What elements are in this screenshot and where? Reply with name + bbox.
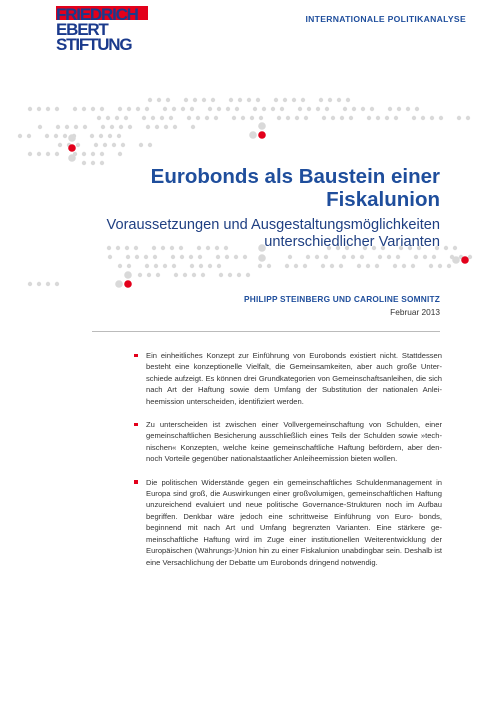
decorative-dot [172,107,176,111]
decorative-dot [119,125,123,129]
decorative-dot [148,143,152,147]
decorative-dot [144,255,148,259]
decorative-dot [108,134,112,138]
bullet-icon [134,423,138,427]
decorative-dot [376,116,380,120]
decorative-dot [126,255,130,259]
decorative-dot [193,98,197,102]
decorative-dot [145,264,149,268]
decorative-dot [217,264,221,268]
decorative-dot [402,264,406,268]
decorative-dot [171,255,175,259]
decorative-dot [115,280,123,288]
decorative-dot [73,107,77,111]
decorative-dot [217,107,221,111]
decorative-dot [307,107,311,111]
decorative-dot [274,98,278,102]
decorative-dot [396,255,400,259]
decorative-dot [330,264,334,268]
decorative-dot [343,107,347,111]
decorative-dot [127,107,131,111]
decorative-dot [423,255,427,259]
decorative-dot [68,134,76,142]
decorative-dot [438,264,442,268]
decorative-dot [246,273,250,277]
decorative-dot [253,107,257,111]
decorative-dot [432,255,436,259]
decorative-dot [267,264,271,268]
decorative-dot [342,255,346,259]
decorative-dot [91,107,95,111]
decorative-dot [164,125,168,129]
decorative-dot [412,116,416,120]
decorative-dot [83,125,87,129]
decorative-dot [190,264,194,268]
decorative-dot [37,107,41,111]
decorative-dot [54,134,58,138]
decorative-dot [74,125,78,129]
decorative-dot [461,256,469,264]
decorative-dot [349,116,353,120]
decorative-dot [414,255,418,259]
decorative-dot [303,264,307,268]
title-line-2: Fiskalunion [326,188,440,211]
decorative-dot [411,264,415,268]
decorative-dot [55,282,59,286]
decorative-dot [247,98,251,102]
decorative-dot [211,98,215,102]
decorative-dot [262,107,266,111]
summary-list [146,350,442,580]
decorative-dot [100,107,104,111]
decorative-dot [127,264,131,268]
decorative-dot [181,107,185,111]
decorative-dot [294,264,298,268]
decorative-dot [192,273,196,277]
decorative-dot [46,282,50,286]
decorative-dot [219,273,223,277]
decorative-dot [157,98,161,102]
decorative-dot [453,246,457,250]
decorative-dot [361,107,365,111]
subtitle-line-2: unterschiedlicher Varianten [264,234,440,250]
decorative-dot [63,134,67,138]
decorative-dot [163,264,167,268]
decorative-dot [271,107,275,111]
decorative-dot [99,134,103,138]
decorative-dot [306,255,310,259]
decorative-dot [301,98,305,102]
decorative-dot [139,143,143,147]
decorative-dot [346,98,350,102]
decorative-dot [415,107,419,111]
decorative-dot [37,152,41,156]
decorative-dot [90,134,94,138]
decorative-dot [121,143,125,147]
decorative-dot [238,98,242,102]
decorative-dot [189,255,193,259]
summary-item: Die politischen Widerstände gegen ein gemeinschaftliches Schuldenmanagement in Europa sind groß, die Auswirkungen einer großvolumigen, gemeinschaftlichen Haftung unzureichend evaluiert und neue politische Governance-Strukturen noch im Aufbau begriffen. Denkbar wäre jedoch eine schrittweise Einführung von Euro- bonds, beginnend mit nach Art und Umfang begrenzten Varianten. Eine stärkere ge- meinschaftliche Haftung wird im Zuge einer institutionellen Weiterentwicklung der Europäischen (Währungs-)Union hin zu einer Fiskalunion unabdingbar sein. Deshalb ist eine Versachlichung der Debatte um Eurobonds dringend notwendig. [146,477,442,568]
decorative-dot [180,255,184,259]
decorative-dot [367,116,371,120]
decorative-dot [394,116,398,120]
decorative-dot [124,280,132,288]
decorative-dot [378,255,382,259]
decorative-dot [68,154,76,162]
bullet-icon [134,480,138,484]
decorative-dot [340,116,344,120]
decorative-dot [108,255,112,259]
decorative-dot [280,107,284,111]
decorative-dot [198,255,202,259]
decorative-dot [322,116,326,120]
decorative-dot [256,98,260,102]
decorative-dot [208,264,212,268]
decorative-dot [27,134,31,138]
decorative-dot [205,116,209,120]
document-title [60,165,440,211]
decorative-dot [393,264,397,268]
decorative-dot [169,116,173,120]
decorative-dot [337,98,341,102]
decorative-dot [352,107,356,111]
decorative-dot [103,143,107,147]
decorative-dot [117,134,121,138]
decorative-dot [115,116,119,120]
decorative-dot [357,264,361,268]
decorative-dot [351,255,355,259]
decorative-dot [214,116,218,120]
decorative-dot [339,264,343,268]
decorative-dot [421,116,425,120]
decorative-dot [142,116,146,120]
decorative-dot [196,116,200,120]
decorative-dot [366,264,370,268]
decorative-dot [118,152,122,156]
decorative-dot [226,107,230,111]
logo-line-2: EBERT [56,20,108,39]
decorative-dot [229,98,233,102]
decorative-dot [452,256,460,264]
decorative-dot [235,107,239,111]
decorative-dot [324,255,328,259]
decorative-dot [259,116,263,120]
decorative-dot [55,107,59,111]
decorative-dot [153,255,157,259]
decorative-dot [76,143,80,147]
decorative-dot [124,271,132,279]
decorative-dot [156,273,160,277]
decorative-dot [429,264,433,268]
decorative-dot [112,143,116,147]
decorative-dot [202,98,206,102]
decorative-dot [174,273,178,277]
decorative-dot [444,246,448,250]
decorative-dot [241,116,245,120]
decorative-dot [243,255,247,259]
decorative-dot [18,134,22,138]
decorative-dot [439,116,443,120]
decorative-dot [128,125,132,129]
decorative-dot [187,116,191,120]
decorative-dot [191,125,195,129]
decorative-dot [304,116,308,120]
decorative-dot [285,264,289,268]
title-line-1: Eurobonds als Baustein einer [150,165,440,188]
decorative-dot [91,152,95,156]
decorative-dot [110,125,114,129]
decorative-dot [216,255,220,259]
decorative-dot [28,152,32,156]
decorative-dot [316,107,320,111]
decorative-dot [370,107,374,111]
decorative-dot [406,107,410,111]
decorative-dot [82,152,86,156]
series-label: INTERNATIONALE POLITIKANALYSE [305,14,466,24]
decorative-dot [145,107,149,111]
decorative-dot [172,264,176,268]
decorative-dot [173,125,177,129]
decorative-dot [430,116,434,120]
decorative-dot [147,273,151,277]
decorative-dot [82,107,86,111]
summary-item: Zu unterscheiden ist zwischen einer Vollvergemeinschaftung von Schulden, einer gemeinschaftlichen Besicherung ausschließlich eines Teils der Schulden sowie »tech- nischen« Konzepten, welche keine gemeinschaftliche Haftung befördern, aber den- noch Vorteile gegenüber nationalstaatlicher Anleiheemission bieten wollen. [146,419,442,465]
logo-line-3: STIFTUNG [56,35,132,54]
decorative-dot [295,116,299,120]
decorative-dot [237,273,241,277]
decorative-dot [225,255,229,259]
decorative-dot [258,264,262,268]
decorative-dot [375,264,379,268]
decorative-dot [234,255,238,259]
summary-item: Ein einheitliches Konzept zur Einführung von Eurobonds existiert nicht. Stattdessen besteht eine konzeptionelle Vielfalt, die Gemeinsamkeiten, aber auch große Unter- schiede aufzeigt. Es können drei Grundkategorien von Gemeinschaftsanleihen, die sich nach Art der Haftung sowie dem Umfang der Substitution der nationalen Anlei- heemission unterscheiden, identifiziert werden. [146,350,442,407]
divider [92,331,440,332]
decorative-dot [328,98,332,102]
decorative-dot [58,143,62,147]
decorative-dot [136,107,140,111]
decorative-dot [258,122,266,130]
decorative-dot [199,264,203,268]
bullet-icon [134,354,138,358]
decorative-dot [466,116,470,120]
decorative-dot [45,134,49,138]
decorative-dot [283,98,287,102]
decorative-dot [286,116,290,120]
decorative-dot [388,107,392,111]
decorative-dot [101,125,105,129]
decorative-dot [232,116,236,120]
publication-date: Februar 2013 [390,307,440,317]
authors: PHILIPP STEINBERG UND CAROLINE SOMNITZ [244,294,440,304]
decorative-dot [160,116,164,120]
decorative-dot [325,107,329,111]
decorative-dot [331,116,335,120]
decorative-dot [315,255,319,259]
decorative-dot [68,144,76,152]
decorative-dot [258,131,266,139]
decorative-dot [138,273,142,277]
decorative-dot [155,125,159,129]
decorative-dot [387,255,391,259]
decorative-dot [292,98,296,102]
decorative-dot [201,273,205,277]
decorative-dot [135,255,139,259]
decorative-dot [258,254,266,262]
decorative-dot [321,264,325,268]
decorative-dot [118,264,122,268]
decorative-dot [28,282,32,286]
decorative-dot [37,282,41,286]
decorative-dot [447,264,451,268]
decorative-dot [28,107,32,111]
decorative-dot [228,273,232,277]
decorative-dot [298,107,302,111]
decorative-dot [190,107,194,111]
decorative-dot [457,116,461,120]
decorative-dot [249,131,257,139]
decorative-dot [277,116,281,120]
decorative-dot [154,264,158,268]
decorative-dot [106,116,110,120]
decorative-dot [288,255,292,259]
decorative-dot [38,125,42,129]
decorative-dot [183,273,187,277]
decorative-dot [166,98,170,102]
decorative-dot [118,107,122,111]
decorative-dot [146,125,150,129]
decorative-dot [319,98,323,102]
decorative-dot [124,116,128,120]
decorative-dot [46,107,50,111]
decorative-dot [65,125,69,129]
logo-line-1: FRIEDRICH [56,5,138,24]
decorative-dot [385,116,389,120]
decorative-dot [100,152,104,156]
decorative-dot [148,98,152,102]
decorative-dot [184,98,188,102]
decorative-dot [397,107,401,111]
decorative-dot [151,116,155,120]
decorative-dot [250,116,254,120]
decorative-dot [360,255,364,259]
decorative-dot [55,152,59,156]
decorative-dot [94,143,98,147]
decorative-dot [208,107,212,111]
decorative-dot [97,116,101,120]
document-subtitle [60,217,440,251]
subtitle-line-1: Voraussetzungen und Ausgestaltungsmöglichkeiten [106,217,440,233]
decorative-dot [46,152,50,156]
decorative-dot [163,107,167,111]
foundation-logo [56,6,148,52]
decorative-dot [56,125,60,129]
